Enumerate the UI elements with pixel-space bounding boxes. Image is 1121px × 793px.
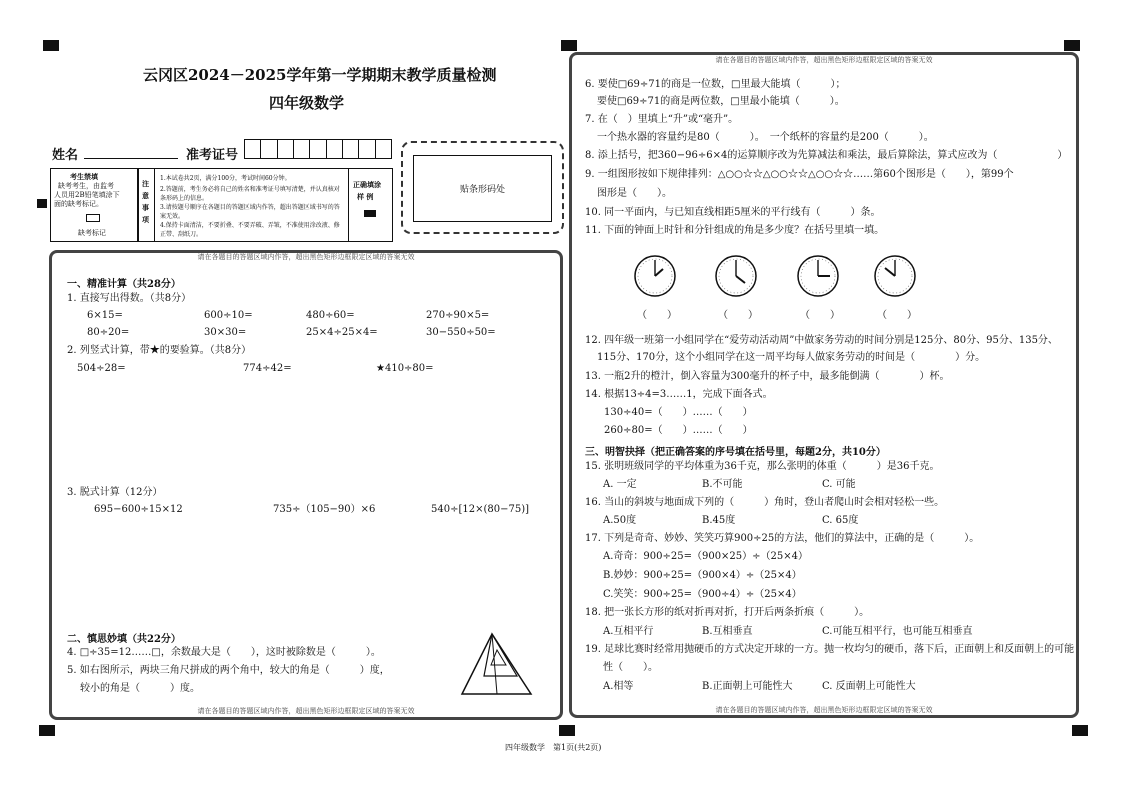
clock-answer-2[interactable]: （ ）: [718, 310, 758, 321]
question-12-cont: 115分、170分，这个小组同学在这一周平均每人做家务劳动的时间是（ ）分。: [597, 352, 986, 363]
section-heading: 一、精准计算（共28分）: [67, 279, 181, 290]
question-15: 15. 张明班级同学的平均体重为36千克，那么张明的体重（ ）是36千克。: [585, 461, 940, 472]
choice-option: C.可能互相平行，也可能互相垂直: [822, 626, 973, 637]
question-6: 6. 要使□69÷71的商是一位数，□里最大能填（ ）；: [585, 79, 846, 90]
choice-option: C.笑笑：900÷25=（900÷4）÷（25×4）: [603, 589, 802, 600]
note-item: 2.答题前，考生务必将自己的姓名和准考证号填写清楚，并认真核对条形码上的信息。: [160, 186, 340, 202]
question-8: 8. 添上括号，把360−96÷6×4的运算顺序改为先算减法和乘法，最后算除法，算式应改为（ ）: [585, 150, 1068, 161]
note-item: 3.请按题号顺序在各题目的答题区域内作答，超出答题区域书写的答案无效。: [160, 204, 340, 220]
triangle-rulers-figure: [455, 628, 535, 698]
question-2: 2. 列竖式计算，带★的要验算。（共8分）: [67, 345, 252, 356]
choice-option: A.50度: [603, 515, 637, 526]
registration-mark: [1072, 725, 1088, 736]
choice-option: A. 一定: [603, 479, 637, 490]
answer-space[interactable]: [65, 378, 545, 483]
question-6-cont: 要使□69÷71的商是两位数，□里最小能填（ ）。: [597, 96, 845, 107]
choice-option: A.相等: [603, 681, 634, 692]
question-18: 18. 把一张长方形的纸对折再对折，打开后两条折痕（ ）。: [585, 607, 870, 618]
question-10: 10. 同一平面内，与已知直线相距5厘米的平行线有（ ）条。: [585, 207, 881, 218]
registration-mark: [43, 40, 59, 51]
question-5: 5. 如右图所示，两块三角尺拼成的两个角中，较大的角是（ ）度，: [67, 665, 390, 676]
choice-option: B.正面朝上可能性大: [702, 681, 793, 692]
clock-face-1: [633, 254, 677, 298]
registration-mark: [37, 199, 47, 208]
stepwise-calc-item: 695−600÷15×12: [94, 504, 183, 515]
section-heading: 二、慎思妙填（共22分）: [67, 634, 181, 645]
note-item: 4.保持卡面清洁，不要折叠、不要弄破、弄皱，不准使用涂改液、修正带、刮纸刀。: [160, 222, 340, 238]
barcode-label: 贴条形码处: [413, 155, 552, 222]
question-9: 9. 一组图形按如下规律排列：△○○☆☆△○○☆☆△○○☆☆……第60个图形是（ ），第99个: [585, 169, 1014, 180]
absent-text: 人员用2B铅笔填涂下: [54, 191, 120, 199]
clock-face-2: [714, 254, 758, 298]
vertical-calc-item: ★410÷80=: [376, 363, 434, 374]
panel-top-notice: 请在各题目的答题区域内作答，超出黑色矩形边框限定区域的答案无效: [715, 56, 933, 64]
question-7: 7. 在（ ）里填上“升”或“毫升”。: [585, 114, 739, 125]
question-4: 4. □÷35=12……□，余数最大是（ ），这时被除数是（ ）。: [67, 647, 381, 658]
stepwise-calc-item: 735÷（105−90）×6: [273, 504, 376, 515]
calc-item: 480÷60=: [306, 310, 355, 321]
registration-mark: [561, 40, 577, 51]
absent-text: 面的缺考标记。: [54, 200, 103, 208]
stepwise-calc-item: 540÷[12×(80−75)]: [431, 504, 530, 515]
clock-answer-1[interactable]: （ ）: [637, 310, 677, 321]
question-14-b: 260÷80=（ ）……（ ）: [604, 425, 753, 436]
calc-item: 25×4÷25×4=: [306, 327, 378, 338]
question-1: 1. 直接写出得数。（共8分）: [67, 293, 192, 304]
question-5-cont: 较小的角是（ ）度。: [80, 683, 200, 694]
exam-id-field[interactable]: [244, 139, 392, 159]
panel-bottom-notice: 请在各题目的答题区域内作答，超出黑色矩形边框限定区域的答案无效: [197, 707, 415, 715]
section-heading: 三、明智抉择（把正确答案的序号填在括号里，每题2分，共10分）: [585, 447, 886, 458]
choice-option: B.45度: [702, 515, 736, 526]
question-3: 3. 脱式计算（12分）: [67, 487, 163, 498]
name-field[interactable]: [84, 158, 178, 159]
page-footer: 四年级数学 第1页(共2页): [505, 743, 602, 752]
registration-mark: [39, 725, 55, 736]
vertical-calc-item: 504÷28=: [77, 363, 126, 374]
panel-top-notice: 请在各题目的答题区域内作答，超出黑色矩形边框限定区域的答案无效: [197, 253, 415, 261]
note-item: 1.本试卷共2页，满分100分，考试时间60分钟。: [160, 175, 291, 182]
fill-example-label: 样 例: [357, 192, 374, 201]
question-13: 13. 一瓶2升的橙汁，倒入容量为300毫升的杯子中，最多能倒满（ ）杯。: [585, 371, 950, 382]
calc-item: 30×30=: [204, 327, 247, 338]
exam-title: 云冈区2024－2025学年第一学期期末教学质量检测: [143, 66, 497, 84]
exam-subject: 四年级数学: [269, 94, 345, 112]
absent-mark-box[interactable]: [86, 214, 100, 222]
clock-face-3: [796, 254, 840, 298]
choice-option: B.不可能: [702, 479, 743, 490]
panel-bottom-notice: 请在各题目的答题区域内作答，超出黑色矩形边框限定区域的答案无效: [715, 706, 933, 714]
choice-option: C. 反面朝上可能性大: [822, 681, 916, 692]
answer-space[interactable]: [65, 520, 545, 620]
question-11: 11. 下面的钟面上时针和分针组成的角是多少度？在括号里填一填。: [585, 225, 885, 236]
exam-id-label: 准考证号: [186, 148, 239, 163]
choice-option: C. 可能: [822, 479, 856, 490]
name-label: 姓名: [52, 148, 79, 163]
question-7-items: 一个热水器的容量约是80（ ）。 一个纸杯的容量约是200（ ）。: [597, 132, 934, 143]
calc-item: 30−550÷50=: [426, 327, 496, 338]
question-17: 17. 下列是奇奇、妙妙、笑笑巧算900÷25的方法，他们的算法中，正确的是（ ）。: [585, 533, 980, 544]
choice-option: A.互相平行: [603, 626, 654, 637]
calc-item: 600÷10=: [204, 310, 253, 321]
choice-option: B.互相垂直: [702, 626, 753, 637]
absent-text: 缺考考生，由监考: [58, 182, 114, 190]
choice-option: B.妙妙：900÷25=（900×4）÷（25×4）: [603, 570, 802, 581]
absent-title: 考生禁填: [70, 172, 98, 181]
calc-item: 80÷20=: [87, 327, 130, 338]
choice-option: C. 65度: [822, 515, 859, 526]
registration-mark: [559, 725, 575, 736]
filled-sample-mark: [364, 210, 376, 217]
clock-face-4: [873, 254, 917, 298]
choice-option: A.奇奇：900÷25=（900×25）÷（25×4）: [603, 551, 809, 562]
calc-item: 6×15=: [87, 310, 123, 321]
question-19: 19. 足球比赛时经常用抛硬币的方式决定开球的一方。抛一枚均匀的硬币，落下后，正面朝上和反面朝上的可能: [585, 644, 1075, 655]
clock-answer-3[interactable]: （ ）: [800, 310, 840, 321]
absent-mark-label: 缺考标记: [78, 229, 106, 237]
clock-answer-4[interactable]: （ ）: [877, 310, 917, 321]
question-12: 12. 四年级一班第一小组同学在“爱劳动活动周”中做家务劳动的时间分别是125分、80分、95分、135分、: [585, 335, 1058, 346]
vertical-calc-item: 774÷42=: [243, 363, 292, 374]
fill-example-label: 正确填涂: [353, 180, 381, 189]
question-16: 16. 当山的斜坡与地面成下列的（ ）角时，登山者爬山时会相对轻松一些。: [585, 497, 945, 508]
calc-item: 270÷90×5=: [426, 310, 490, 321]
question-14-a: 130÷40=（ ）……（ ）: [604, 407, 753, 418]
notes-label: 注意事项: [142, 179, 149, 224]
question-9-cont: 图形是（ ）。: [597, 188, 672, 199]
question-19-cont: 性（ ）。: [603, 662, 658, 673]
question-14: 14. 根据13÷4=3……1，完成下面各式。: [585, 389, 773, 400]
registration-mark: [1064, 40, 1080, 51]
